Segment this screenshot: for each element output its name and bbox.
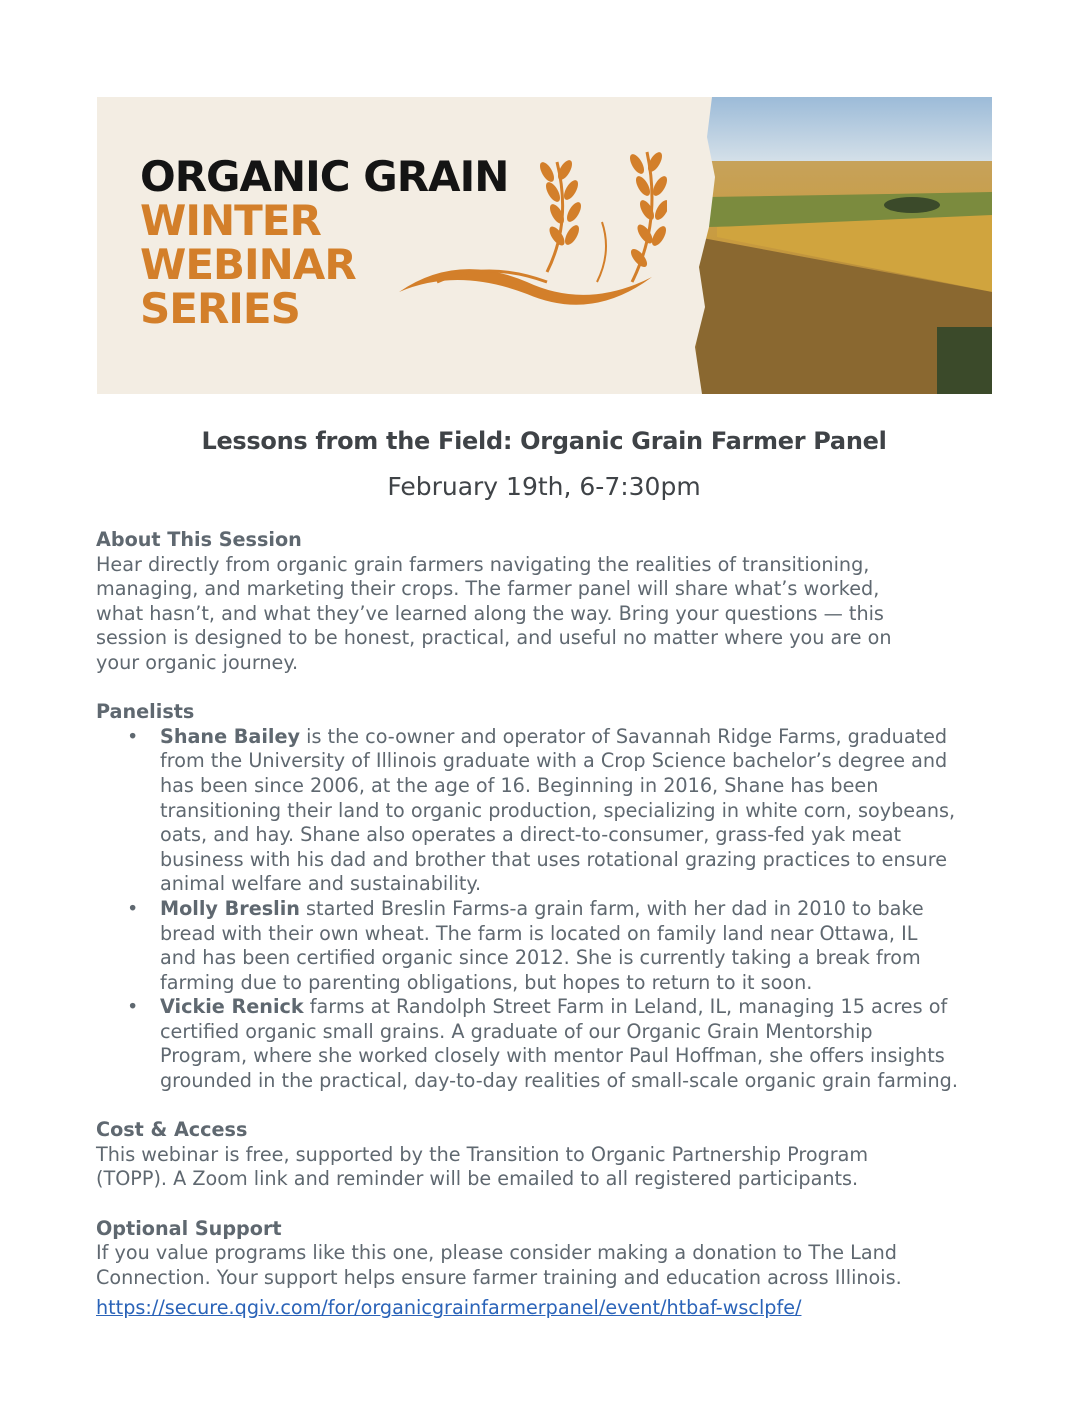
panelist-item-shane-bailey [127,724,1006,897]
banner-line-organic-grain: ORGANIC GRAIN [140,152,509,201]
panelist-bio-line: bread with their own wheat. The farm is located on family land near Ottawa, IL [160,921,918,945]
event-date: February 19th, 6-7:30pm [387,472,701,501]
page-title: Lessons from the Field: Organic Grain Farmer Panel [201,427,887,455]
panelist-name: Molly Breslin [160,896,300,920]
about-line: what hasn’t, and what they’ve learned along the way. Bring your questions — this [96,601,884,625]
about-line: Hear directly from organic grain farmers navigating the realities of transitioning, [96,552,870,576]
panelist-bio-line: oats, and hay. Shane also operates a direct-to-consumer, grass-fed yak meat [160,823,902,847]
cost-line: (TOPP). A Zoom link and reminder will be emailed to all registered participants. [96,1167,859,1191]
panelist-item-vickie-renick [127,995,1006,1093]
bullet-icon: • [127,896,139,920]
banner-line-winter: WINTER [140,196,321,245]
panelist-bio-line: Program, where she worked closely with mentor Paul Hoffman, she offers insights [160,1044,945,1068]
panelist-bio-line: started Breslin Farms-a grain farm, with her dad in 2010 to bake [299,896,924,920]
webinar-series-banner [97,97,992,394]
bullet-icon: • [127,724,139,748]
panelist-bio-line: farms at Randolph Street Farm in Leland, IL, managing 15 acres of [303,995,948,1019]
banner-line-series: SERIES [140,284,300,333]
panelist-bio-line: animal welfare and sustainability. [160,872,482,896]
banner-line-webinar: WEBINAR [140,240,356,289]
support-line: Connection. Your support helps ensure farmer training and education across Illinois. [96,1265,902,1289]
donation-link[interactable]: https://secure.qgiv.com/for/organicgrainfarmerpanel/event/htbaf-wsclpfe/ [96,1296,802,1320]
panelist-bio-line: business with his dad and brother that uses rotational grazing practices to ensure [160,847,948,871]
bullet-icon: • [127,995,139,1019]
support-line: If you value programs like this one, please consider making a donation to The Land [96,1241,897,1265]
panelist-bio-line: from the University of Illinois graduate with a Crop Science bachelor’s degree and [160,749,948,773]
panelist-name: Shane Bailey [160,724,301,748]
farm-field-photo [687,97,992,394]
panelist-bio-line: certified organic small grains. A graduate of our Organic Grain Mentorship [160,1019,873,1043]
cost-heading: Cost & Access [96,1118,248,1142]
cost-line: This webinar is free, supported by the Transition to Organic Partnership Program [96,1142,869,1166]
panelist-item-molly-breslin [127,896,1006,995]
document-body [96,528,1006,1321]
panelists-list [96,725,1006,1094]
panelist-bio-line: has been since 2006, at the age of 16. Beginning in 2016, Shane has been [160,773,879,797]
about-line: your organic journey. [96,650,299,674]
panelist-name: Vickie Renick [160,995,304,1019]
wheat-logo-icon [397,142,667,332]
about-heading: About This Session [96,528,302,551]
panelist-bio-line: is the co-owner and operator of Savannah Ridge Farms, graduated [300,724,948,748]
about-line: session is designed to be honest, practical, and useful no matter where you are on [96,626,892,650]
panelists-heading: Panelists [96,700,195,724]
panelist-bio-line: farming due to parenting obligations, but hopes to return to it soon. [160,970,813,994]
about-paragraph [96,553,1006,676]
panelist-bio-line: and has been certified organic since 2012. She is currently taking a break from [160,946,921,970]
panelist-bio-line: transitioning their land to organic production, specializing in white corn, soybeans, [160,798,956,822]
about-line: managing, and marketing their crops. The farmer panel will share what’s worked, [96,577,880,601]
support-heading: Optional Support [96,1216,282,1240]
panelist-bio-line: grounded in the practical, day-to-day realities of small-scale organic grain farming. [160,1069,958,1093]
